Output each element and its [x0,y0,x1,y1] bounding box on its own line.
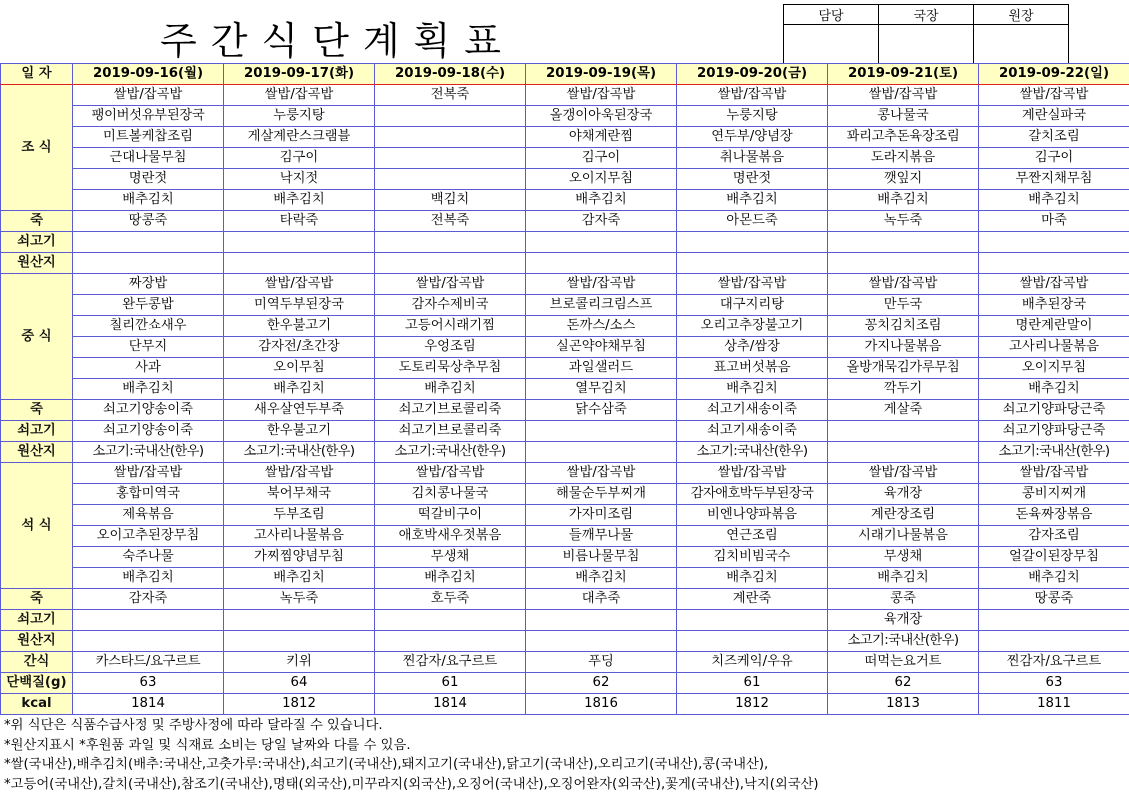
origin-dish [73,232,224,253]
origin-text: 소고기:국내산(한우) [828,631,979,652]
approval-header: 원장 [974,5,1069,25]
menu-item: 배추김치 [526,190,677,211]
porridge-item: 쇠고기양파당근죽 [979,400,1129,421]
menu-item: 미역두부된장국 [224,295,375,316]
menu-item: 꽁치김치조림 [828,316,979,337]
menu-item: 들깨무나물 [526,526,677,547]
kcal-value: 1814 [375,694,526,715]
menu-item: 감자조림 [979,526,1129,547]
menu-item: 배추김치 [979,568,1129,589]
breakfast-label: 조 식 [1,85,73,211]
menu-item: 칠리깐쇼새우 [73,316,224,337]
table-row [1,190,1129,211]
table-row [1,106,1129,127]
menu-item: 배추김치 [979,190,1129,211]
table-row [1,568,1129,589]
menu-item: 낙지젓 [224,169,375,190]
menu-item: 비름나물무침 [526,547,677,568]
protein-label: 단백질(g) [1,673,73,694]
menu-item: 브로콜리크림스프 [526,295,677,316]
origin-dish [73,610,224,631]
porridge-item: 게살죽 [828,400,979,421]
menu-item: 대구지리탕 [677,295,828,316]
snack-item: 카스타드/요구르트 [73,652,224,673]
origin-dish: 육개장 [828,610,979,631]
menu-item: 쌀밥/잡곡밥 [224,463,375,484]
porridge-item: 쇠고기새송이죽 [677,400,828,421]
table-row [1,253,1129,274]
table-row [1,379,1129,400]
origin-dish [375,232,526,253]
origin-text [526,442,677,463]
note-line: *위 식단은 식품수급사정 및 주방사정에 따라 달라질 수 있습니다. [4,716,819,736]
origin-dish [526,232,677,253]
menu-item: 짜장밥 [73,274,224,295]
menu-item: 쌀밥/잡곡밥 [526,274,677,295]
snack-item: 찐감자/요구르트 [375,652,526,673]
menu-item: 명란젓 [73,169,224,190]
protein-value: 63 [979,673,1129,694]
menu-item: 제육볶음 [73,505,224,526]
menu-item: 육개장 [828,484,979,505]
origin-text: 소고기:국내산(한우) [224,442,375,463]
origin-text [677,631,828,652]
porridge-item: 쇠고기브로콜리죽 [375,400,526,421]
table-row [1,358,1129,379]
snack-item: 떠먹는요거트 [828,652,979,673]
menu-item: 미트볼케찹조림 [73,127,224,148]
menu-item: 쌀밥/잡곡밥 [73,85,224,106]
kcal-value: 1813 [828,694,979,715]
menu-item: 배추김치 [73,568,224,589]
origin-dish: 쇠고기브로콜리죽 [375,421,526,442]
origin-dish: 쇠고기양송이죽 [73,421,224,442]
menu-item: 사과 [73,358,224,379]
menu-item: 감자수제비국 [375,295,526,316]
menu-item: 쌀밥/잡곡밥 [828,463,979,484]
kcal-value: 1812 [677,694,828,715]
menu-item: 계란실파국 [979,106,1129,127]
menu-item: 올갱이아욱된장국 [526,106,677,127]
menu-item: 쌀밥/잡곡밥 [828,274,979,295]
footnotes [4,716,819,794]
table-row [1,400,1129,421]
origin-text [828,442,979,463]
note-line: *고등어(국내산),갈치(국내산),참조기(국내산),명태(외국산),미꾸라지(외국산),오징어(국내산),오징어완자(외국산),꽃게(국내산),낙지(외국산) [4,775,819,794]
origin-text: 소고기:국내산(한우) [73,442,224,463]
menu-item: 콩비지찌개 [979,484,1129,505]
porridge-item: 감자죽 [73,589,224,610]
table-row [1,631,1129,652]
approval-header: 국장 [879,5,974,25]
date-header: 2019-09-18(수) [375,64,526,85]
menu-item: 가자미조림 [526,505,677,526]
menu-item: 우엉조림 [375,337,526,358]
origin-text [828,253,979,274]
table-row [1,484,1129,505]
table-row [1,463,1129,484]
menu-item: 만두국 [828,295,979,316]
origin-dish [828,421,979,442]
table-row [1,169,1129,190]
snack-item: 찐감자/요구르트 [979,652,1129,673]
menu-item: 배추김치 [979,379,1129,400]
menu-item: 배추된장국 [979,295,1129,316]
porridge-item: 아몬드죽 [677,211,828,232]
porridge-item: 전복죽 [375,211,526,232]
menu-item: 김구이 [979,148,1129,169]
menu-item: 가지나물볶음 [828,337,979,358]
origin-text [375,631,526,652]
origin-dish: 쇠고기양파당근죽 [979,421,1129,442]
table-row [1,505,1129,526]
menu-item: 야채계란찜 [526,127,677,148]
porridge-item: 감자죽 [526,211,677,232]
approval-signature-cell[interactable] [974,25,1069,64]
protein-value: 61 [375,673,526,694]
menu-item: 배추김치 [375,568,526,589]
table-row [1,652,1129,673]
menu-item: 도토리묵상추무침 [375,358,526,379]
origin-dish [224,610,375,631]
menu-item: 배추김치 [828,568,979,589]
origin-dish [828,232,979,253]
origin-dish: 한우불고기 [224,421,375,442]
origin-dish [224,232,375,253]
menu-item: 단무지 [73,337,224,358]
menu-item: 도라지볶음 [828,148,979,169]
menu-item: 쌀밥/잡곡밥 [677,463,828,484]
menu-item: 떡갈비구이 [375,505,526,526]
menu-item: 고사리나물볶음 [224,526,375,547]
table-row [1,295,1129,316]
origin-text [73,631,224,652]
menu-item: 배추김치 [73,190,224,211]
origin-text [526,631,677,652]
snack-item: 치즈케익/우유 [677,652,828,673]
origin-text [526,253,677,274]
menu-item: 표고버섯볶음 [677,358,828,379]
origin-text [73,253,224,274]
table-row [1,589,1129,610]
menu-item: 연근조림 [677,526,828,547]
menu-item: 쌀밥/잡곡밥 [677,85,828,106]
beef-origin-label: 쇠고기 [1,610,73,631]
note-line: *원산지표시 *후원품 과일 및 식재료 소비는 당일 날짜와 다를 수 있음. [4,736,819,756]
porridge-item: 땅콩죽 [73,211,224,232]
menu-item: 완두콩밥 [73,295,224,316]
beef-origin-label: 쇠고기 [1,421,73,442]
menu-item: 쌀밥/잡곡밥 [677,274,828,295]
menu-item: 쌀밥/잡곡밥 [979,463,1129,484]
menu-item: 배추김치 [677,379,828,400]
table-row [1,232,1129,253]
table-row [1,64,1129,85]
menu-item: 배추김치 [677,568,828,589]
menu-item: 감자애호박두부된장국 [677,484,828,505]
menu-item: 무생채 [375,547,526,568]
menu-item: 감자전/초간장 [224,337,375,358]
menu-item: 갈치조림 [979,127,1129,148]
approval-header: 담당 [784,5,879,25]
table-row [1,694,1129,715]
menu-item: 숙주나물 [73,547,224,568]
menu-item: 김치콩나물국 [375,484,526,505]
menu-item: 전복죽 [375,85,526,106]
table-row [1,610,1129,631]
menu-item: 얼갈이된장무침 [979,547,1129,568]
menu-item: 배추김치 [224,190,375,211]
menu-item: 해물순두부찌개 [526,484,677,505]
menu-item: 명란젓 [677,169,828,190]
date-header: 2019-09-21(토) [828,64,979,85]
table-row [1,274,1129,295]
menu-item [375,106,526,127]
origin-text [224,253,375,274]
origin-dish [677,232,828,253]
approval-box [783,4,1069,64]
beef-origin-label: 원산지 [1,253,73,274]
lunch-label: 중 식 [1,274,73,400]
origin-text [375,253,526,274]
menu-item: 고등어시래기찜 [375,316,526,337]
table-row [1,211,1129,232]
porridge-item: 녹두죽 [828,211,979,232]
menu-item: 쌀밥/잡곡밥 [526,463,677,484]
menu-item: 애호박새우젓볶음 [375,526,526,547]
protein-value: 61 [677,673,828,694]
snack-item: 푸딩 [526,652,677,673]
beef-origin-label: 원산지 [1,442,73,463]
menu-item: 깍두기 [828,379,979,400]
origin-dish [979,232,1129,253]
table-row [1,337,1129,358]
beef-origin-label: 원산지 [1,631,73,652]
menu-item [375,148,526,169]
menu-item: 쌀밥/잡곡밥 [979,274,1129,295]
porridge-label: 죽 [1,211,73,232]
protein-value: 62 [526,673,677,694]
date-header: 2019-09-17(화) [224,64,375,85]
menu-item: 콩나물국 [828,106,979,127]
menu-item: 시래기나물볶음 [828,526,979,547]
porridge-item: 마죽 [979,211,1129,232]
kcal-value: 1814 [73,694,224,715]
snack-item: 키위 [224,652,375,673]
menu-item: 누룽지탕 [677,106,828,127]
menu-item: 북어무채국 [224,484,375,505]
table-row [1,673,1129,694]
menu-item: 쌀밥/잡곡밥 [224,85,375,106]
origin-dish [677,610,828,631]
page-title: 주간식단계획표 [160,10,515,65]
origin-dish [979,610,1129,631]
menu-item [375,127,526,148]
table-row [1,547,1129,568]
menu-item: 쌀밥/잡곡밥 [828,85,979,106]
menu-item: 김치비빔국수 [677,547,828,568]
menu-item: 오리고추장불고기 [677,316,828,337]
menu-item: 오이지무침 [979,358,1129,379]
date-label: 일 자 [1,64,73,85]
menu-item: 배추김치 [828,190,979,211]
menu-item: 가찌찜양념무침 [224,547,375,568]
porridge-item: 닭수삼죽 [526,400,677,421]
menu-item: 계란장조림 [828,505,979,526]
menu-item: 쌀밥/잡곡밥 [73,463,224,484]
porridge-item: 새우살연두부죽 [224,400,375,421]
approval-signature-cell[interactable] [784,25,879,64]
origin-text: 소고기:국내산(한우) [375,442,526,463]
table-row [1,442,1129,463]
weekly-meal-table [0,63,1129,715]
origin-text: 소고기:국내산(한우) [677,442,828,463]
kcal-value: 1816 [526,694,677,715]
origin-dish [526,421,677,442]
menu-item [375,169,526,190]
origin-dish: 쇠고기새송이죽 [677,421,828,442]
porridge-label: 죽 [1,589,73,610]
protein-value: 62 [828,673,979,694]
menu-item: 무생채 [828,547,979,568]
menu-item: 깻잎지 [828,169,979,190]
snack-label: 간식 [1,652,73,673]
menu-item: 오이무침 [224,358,375,379]
menu-item: 팽이버섯유부된장국 [73,106,224,127]
kcal-value: 1811 [979,694,1129,715]
menu-item: 과일샐러드 [526,358,677,379]
menu-item: 쌀밥/잡곡밥 [375,463,526,484]
date-header: 2019-09-16(월) [73,64,224,85]
porridge-item: 계란죽 [677,589,828,610]
origin-text [979,253,1129,274]
menu-item: 돈육짜장볶음 [979,505,1129,526]
table-row [1,316,1129,337]
menu-item: 누룽지탕 [224,106,375,127]
menu-item: 연두부/양념장 [677,127,828,148]
porridge-item: 쇠고기양송이죽 [73,400,224,421]
date-header: 2019-09-22(일) [979,64,1129,85]
date-header: 2019-09-19(목) [526,64,677,85]
table-row [1,127,1129,148]
menu-item: 근대나물무침 [73,148,224,169]
kcal-value: 1812 [224,694,375,715]
menu-item: 게살계란스크램블 [224,127,375,148]
menu-item: 명란계란말이 [979,316,1129,337]
porridge-item: 타락죽 [224,211,375,232]
menu-item: 실곤약야채무침 [526,337,677,358]
origin-dish [375,610,526,631]
menu-item: 취나물볶음 [677,148,828,169]
porridge-item: 녹두죽 [224,589,375,610]
protein-value: 64 [224,673,375,694]
origin-text [677,253,828,274]
menu-item: 쌀밥/잡곡밥 [224,274,375,295]
origin-text [224,631,375,652]
note-line: *쌀(국내산),배추김치(배추:국내산,고춧가루:국내산),쇠고기(국내산),돼지고기(국내산),닭고기(국내산),오리고기(국내산),콩(국내산), [4,755,819,775]
menu-item: 배추김치 [73,379,224,400]
porridge-item: 호두죽 [375,589,526,610]
protein-value: 63 [73,673,224,694]
menu-item: 꽈리고추돈육장조림 [828,127,979,148]
menu-item: 한우불고기 [224,316,375,337]
menu-item: 열무김치 [526,379,677,400]
table-row [1,85,1129,106]
table-row [1,148,1129,169]
menu-item: 고사리나물볶음 [979,337,1129,358]
menu-item: 올방개묵김가루무침 [828,358,979,379]
menu-item: 배추김치 [224,379,375,400]
table-row [1,421,1129,442]
menu-item: 김구이 [224,148,375,169]
menu-item: 배추김치 [677,190,828,211]
origin-dish [526,610,677,631]
menu-item: 쌀밥/잡곡밥 [526,85,677,106]
origin-text [979,631,1129,652]
origin-text: 소고기:국내산(한우) [979,442,1129,463]
menu-item: 돈까스/소스 [526,316,677,337]
dinner-label: 석 식 [1,463,73,589]
menu-item: 김구이 [526,148,677,169]
porridge-label: 죽 [1,400,73,421]
kcal-label: kcal [1,694,73,715]
porridge-item: 콩죽 [828,589,979,610]
porridge-item: 대추죽 [526,589,677,610]
menu-item: 오이지무침 [526,169,677,190]
menu-item: 배추김치 [224,568,375,589]
porridge-item: 땅콩죽 [979,589,1129,610]
beef-origin-label: 쇠고기 [1,232,73,253]
table-row [1,526,1129,547]
menu-item: 홍합미역국 [73,484,224,505]
menu-item: 쌀밥/잡곡밥 [979,85,1129,106]
menu-item: 비엔나양파볶음 [677,505,828,526]
menu-item: 쌀밥/잡곡밥 [375,274,526,295]
menu-item: 배추김치 [526,568,677,589]
menu-item: 무짠지채무침 [979,169,1129,190]
menu-item: 두부조림 [224,505,375,526]
date-header: 2019-09-20(금) [677,64,828,85]
menu-item: 상추/쌈장 [677,337,828,358]
menu-item: 오이고추된장무침 [73,526,224,547]
menu-item: 배추김치 [375,379,526,400]
approval-signature-cell[interactable] [879,25,974,64]
menu-item: 백김치 [375,190,526,211]
